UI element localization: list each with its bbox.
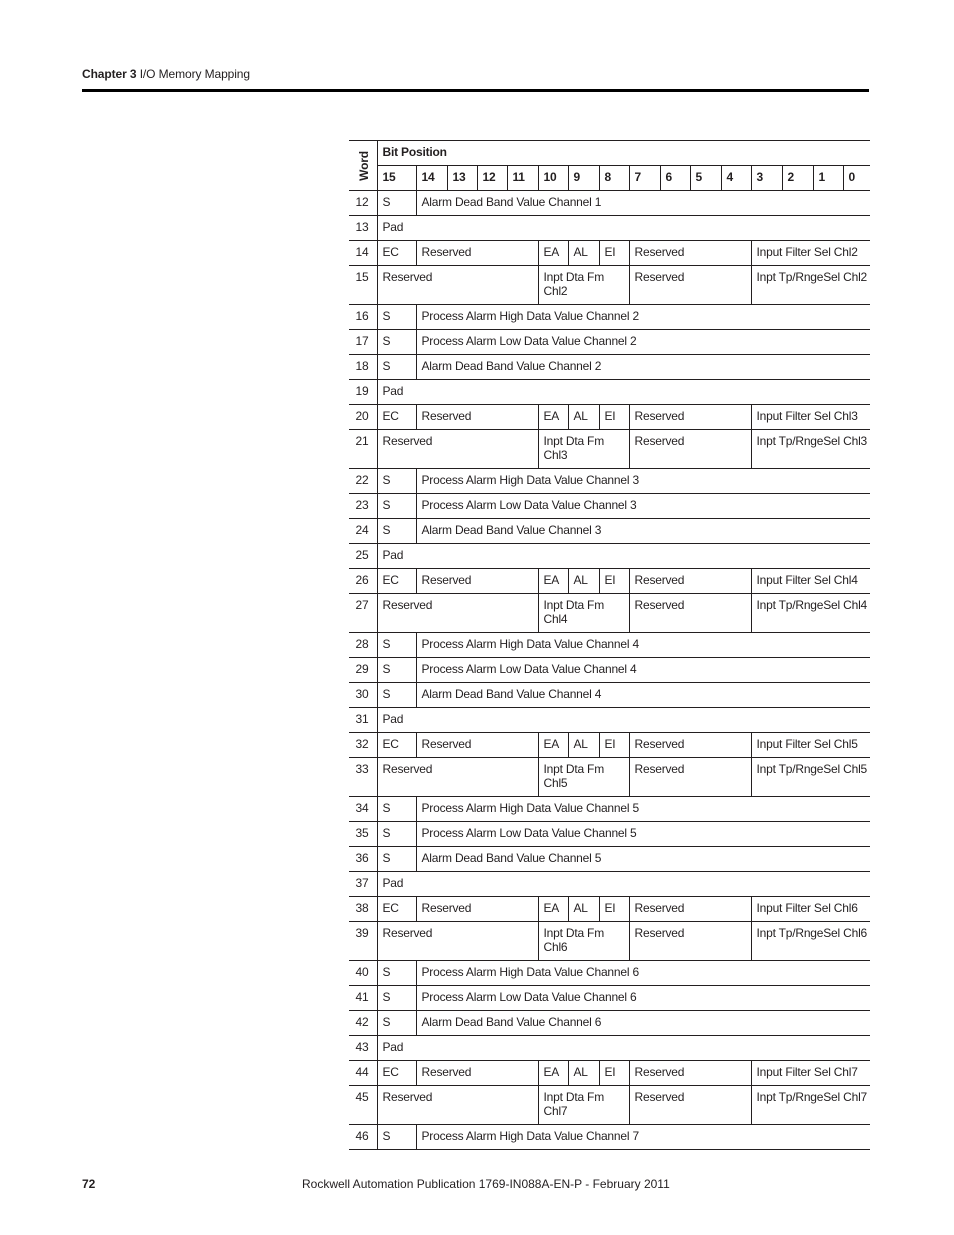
ec-cell: EC	[377, 1061, 416, 1086]
table-row	[349, 986, 870, 1011]
reserved-cell: Reserved	[629, 594, 751, 633]
table-row	[349, 594, 870, 633]
value-description-cell: Process Alarm Low Data Value Channel 6	[416, 986, 870, 1011]
al-cell: AL	[568, 1061, 599, 1086]
table-row	[349, 544, 870, 569]
input-type-range-cell: Inpt Tp/RngeSel Chl2	[751, 266, 870, 305]
sign-bit-cell: S	[377, 519, 416, 544]
bit-header-7: 7	[629, 166, 660, 191]
bit-header-1: 1	[813, 166, 843, 191]
table-row	[349, 266, 870, 305]
ea-cell: EA	[538, 897, 568, 922]
reserved-cell: Reserved	[629, 922, 751, 961]
reserved-cell: Reserved	[377, 758, 538, 797]
word-number: 38	[349, 897, 377, 922]
header-row-bits	[349, 166, 870, 191]
table-row	[349, 708, 870, 733]
word-number: 46	[349, 1125, 377, 1150]
pad-cell: Pad	[377, 872, 870, 897]
bit-header-3: 3	[751, 166, 782, 191]
table-row	[349, 1061, 870, 1086]
reserved-cell: Reserved	[416, 897, 538, 922]
pad-cell: Pad	[377, 216, 870, 241]
table-row	[349, 897, 870, 922]
bit-header-2: 2	[782, 166, 813, 191]
sign-bit-cell: S	[377, 1125, 416, 1150]
ec-cell: EC	[377, 241, 416, 266]
bit-header-11: 11	[507, 166, 538, 191]
sign-bit-cell: S	[377, 797, 416, 822]
reserved-cell: Reserved	[629, 569, 751, 594]
pad-cell: Pad	[377, 708, 870, 733]
table-row	[349, 1086, 870, 1125]
bit-header-14: 14	[416, 166, 447, 191]
ei-cell: EI	[599, 405, 629, 430]
word-number: 28	[349, 633, 377, 658]
bit-header-12: 12	[477, 166, 507, 191]
value-description-cell: Process Alarm High Data Value Channel 5	[416, 797, 870, 822]
value-description-cell: Alarm Dead Band Value Channel 4	[416, 683, 870, 708]
input-filter-cell: Input Filter Sel Chl5	[751, 733, 870, 758]
reserved-cell: Reserved	[629, 758, 751, 797]
word-column-header	[349, 141, 377, 191]
al-cell: AL	[568, 241, 599, 266]
ec-cell: EC	[377, 569, 416, 594]
ei-cell: EI	[599, 569, 629, 594]
reserved-cell: Reserved	[416, 569, 538, 594]
table-row	[349, 494, 870, 519]
ea-cell: EA	[538, 405, 568, 430]
bit-position-header: Bit Position	[377, 141, 870, 166]
value-description-cell: Alarm Dead Band Value Channel 2	[416, 355, 870, 380]
value-description-cell: Alarm Dead Band Value Channel 5	[416, 847, 870, 872]
value-description-cell: Process Alarm Low Data Value Channel 4	[416, 658, 870, 683]
bit-header-13: 13	[447, 166, 477, 191]
word-number: 31	[349, 708, 377, 733]
reserved-cell: Reserved	[377, 266, 538, 305]
word-number: 27	[349, 594, 377, 633]
word-number: 16	[349, 305, 377, 330]
table-row	[349, 305, 870, 330]
table-row	[349, 922, 870, 961]
word-number: 26	[349, 569, 377, 594]
word-number: 19	[349, 380, 377, 405]
input-filter-cell: Input Filter Sel Chl6	[751, 897, 870, 922]
table-row	[349, 733, 870, 758]
table-row	[349, 1125, 870, 1150]
word-number: 18	[349, 355, 377, 380]
table-row	[349, 1036, 870, 1061]
table-row	[349, 430, 870, 469]
table-row	[349, 1011, 870, 1036]
bit-header-15: 15	[377, 166, 416, 191]
ea-cell: EA	[538, 241, 568, 266]
table-row	[349, 658, 870, 683]
sign-bit-cell: S	[377, 355, 416, 380]
sign-bit-cell: S	[377, 847, 416, 872]
ei-cell: EI	[599, 1061, 629, 1086]
bit-header-10: 10	[538, 166, 568, 191]
input-filter-cell: Input Filter Sel Chl4	[751, 569, 870, 594]
sign-bit-cell: S	[377, 822, 416, 847]
al-cell: AL	[568, 897, 599, 922]
input-data-format-cell: Inpt Dta Fm Chl3	[538, 430, 629, 469]
input-data-format-cell: Inpt Dta Fm Chl4	[538, 594, 629, 633]
ec-cell: EC	[377, 405, 416, 430]
value-description-cell: Process Alarm Low Data Value Channel 2	[416, 330, 870, 355]
sign-bit-cell: S	[377, 191, 416, 216]
input-type-range-cell: Inpt Tp/RngeSel Chl7	[751, 1086, 870, 1125]
reserved-cell: Reserved	[629, 733, 751, 758]
word-number: 12	[349, 191, 377, 216]
word-number: 17	[349, 330, 377, 355]
reserved-cell: Reserved	[629, 1061, 751, 1086]
pad-cell: Pad	[377, 380, 870, 405]
word-number: 40	[349, 961, 377, 986]
table-row	[349, 633, 870, 658]
input-type-range-cell: Inpt Tp/RngeSel Chl3	[751, 430, 870, 469]
bit-header-9: 9	[568, 166, 599, 191]
word-number: 24	[349, 519, 377, 544]
word-number: 39	[349, 922, 377, 961]
ei-cell: EI	[599, 897, 629, 922]
page-number: 72	[82, 1177, 96, 1191]
bit-header-5: 5	[690, 166, 721, 191]
bit-header-8: 8	[599, 166, 629, 191]
sign-bit-cell: S	[377, 494, 416, 519]
reserved-cell: Reserved	[629, 1086, 751, 1125]
bit-header-6: 6	[660, 166, 690, 191]
input-type-range-cell: Inpt Tp/RngeSel Chl4	[751, 594, 870, 633]
table-row	[349, 519, 870, 544]
bit-header-0: 0	[843, 166, 870, 191]
input-data-format-cell: Inpt Dta Fm Chl5	[538, 758, 629, 797]
word-number: 37	[349, 872, 377, 897]
sign-bit-cell: S	[377, 961, 416, 986]
word-number: 23	[349, 494, 377, 519]
running-header	[82, 66, 250, 82]
table-row	[349, 380, 870, 405]
ec-cell: EC	[377, 733, 416, 758]
table-row	[349, 241, 870, 266]
sign-bit-cell: S	[377, 658, 416, 683]
input-filter-cell: Input Filter Sel Chl3	[751, 405, 870, 430]
table-row	[349, 872, 870, 897]
word-number: 29	[349, 658, 377, 683]
word-number: 42	[349, 1011, 377, 1036]
input-type-range-cell: Inpt Tp/RngeSel Chl6	[751, 922, 870, 961]
word-number: 20	[349, 405, 377, 430]
chapter-label: Chapter 3	[82, 67, 137, 81]
word-number: 44	[349, 1061, 377, 1086]
value-description-cell: Process Alarm Low Data Value Channel 5	[416, 822, 870, 847]
value-description-cell: Alarm Dead Band Value Channel 1	[416, 191, 870, 216]
ea-cell: EA	[538, 733, 568, 758]
sign-bit-cell: S	[377, 986, 416, 1011]
io-memory-map-table	[349, 140, 870, 1150]
word-number: 35	[349, 822, 377, 847]
reserved-cell: Reserved	[416, 241, 538, 266]
reserved-cell: Reserved	[629, 430, 751, 469]
reserved-cell: Reserved	[416, 405, 538, 430]
reserved-cell: Reserved	[629, 897, 751, 922]
reserved-cell: Reserved	[416, 733, 538, 758]
word-number: 15	[349, 266, 377, 305]
ec-cell: EC	[377, 897, 416, 922]
word-number: 45	[349, 1086, 377, 1125]
reserved-cell: Reserved	[629, 266, 751, 305]
word-number: 21	[349, 430, 377, 469]
word-number: 30	[349, 683, 377, 708]
pad-cell: Pad	[377, 544, 870, 569]
reserved-cell: Reserved	[629, 405, 751, 430]
input-type-range-cell: Inpt Tp/RngeSel Chl5	[751, 758, 870, 797]
ea-cell: EA	[538, 569, 568, 594]
reserved-cell: Reserved	[377, 594, 538, 633]
reserved-cell: Reserved	[629, 241, 751, 266]
chapter-title: I/O Memory Mapping	[139, 67, 250, 81]
word-number: 33	[349, 758, 377, 797]
table-row	[349, 469, 870, 494]
ea-cell: EA	[538, 1061, 568, 1086]
word-number: 32	[349, 733, 377, 758]
header-row-bit-position	[349, 141, 870, 166]
value-description-cell: Process Alarm High Data Value Channel 4	[416, 633, 870, 658]
value-description-cell: Alarm Dead Band Value Channel 6	[416, 1011, 870, 1036]
table-row	[349, 847, 870, 872]
value-description-cell: Alarm Dead Band Value Channel 3	[416, 519, 870, 544]
value-description-cell: Process Alarm High Data Value Channel 7	[416, 1125, 870, 1150]
word-number: 36	[349, 847, 377, 872]
table-row	[349, 569, 870, 594]
value-description-cell: Process Alarm High Data Value Channel 6	[416, 961, 870, 986]
table-row	[349, 216, 870, 241]
table-row	[349, 797, 870, 822]
sign-bit-cell: S	[377, 633, 416, 658]
value-description-cell: Process Alarm Low Data Value Channel 3	[416, 494, 870, 519]
word-number: 43	[349, 1036, 377, 1061]
table-row	[349, 330, 870, 355]
value-description-cell: Process Alarm High Data Value Channel 2	[416, 305, 870, 330]
word-header-label: Word	[356, 150, 371, 181]
table-row	[349, 405, 870, 430]
word-number: 25	[349, 544, 377, 569]
table-row	[349, 355, 870, 380]
word-number: 14	[349, 241, 377, 266]
input-filter-cell: Input Filter Sel Chl2	[751, 241, 870, 266]
sign-bit-cell: S	[377, 469, 416, 494]
word-number: 34	[349, 797, 377, 822]
input-data-format-cell: Inpt Dta Fm Chl6	[538, 922, 629, 961]
word-number: 41	[349, 986, 377, 1011]
reserved-cell: Reserved	[416, 1061, 538, 1086]
al-cell: AL	[568, 405, 599, 430]
table-row	[349, 758, 870, 797]
bit-header-4: 4	[721, 166, 751, 191]
table-row	[349, 683, 870, 708]
ei-cell: EI	[599, 733, 629, 758]
input-data-format-cell: Inpt Dta Fm Chl7	[538, 1086, 629, 1125]
sign-bit-cell: S	[377, 683, 416, 708]
reserved-cell: Reserved	[377, 1086, 538, 1125]
ei-cell: EI	[599, 241, 629, 266]
input-data-format-cell: Inpt Dta Fm Chl2	[538, 266, 629, 305]
header-rule	[82, 89, 869, 92]
sign-bit-cell: S	[377, 1011, 416, 1036]
al-cell: AL	[568, 569, 599, 594]
table-row	[349, 822, 870, 847]
publication-info: Rockwell Automation Publication 1769-IN088A-EN-P - February 2011	[302, 1177, 670, 1191]
table-row	[349, 191, 870, 216]
table-row	[349, 961, 870, 986]
sign-bit-cell: S	[377, 330, 416, 355]
input-filter-cell: Input Filter Sel Chl7	[751, 1061, 870, 1086]
sign-bit-cell: S	[377, 305, 416, 330]
word-number: 13	[349, 216, 377, 241]
pad-cell: Pad	[377, 1036, 870, 1061]
al-cell: AL	[568, 733, 599, 758]
word-number: 22	[349, 469, 377, 494]
value-description-cell: Process Alarm High Data Value Channel 3	[416, 469, 870, 494]
reserved-cell: Reserved	[377, 430, 538, 469]
reserved-cell: Reserved	[377, 922, 538, 961]
